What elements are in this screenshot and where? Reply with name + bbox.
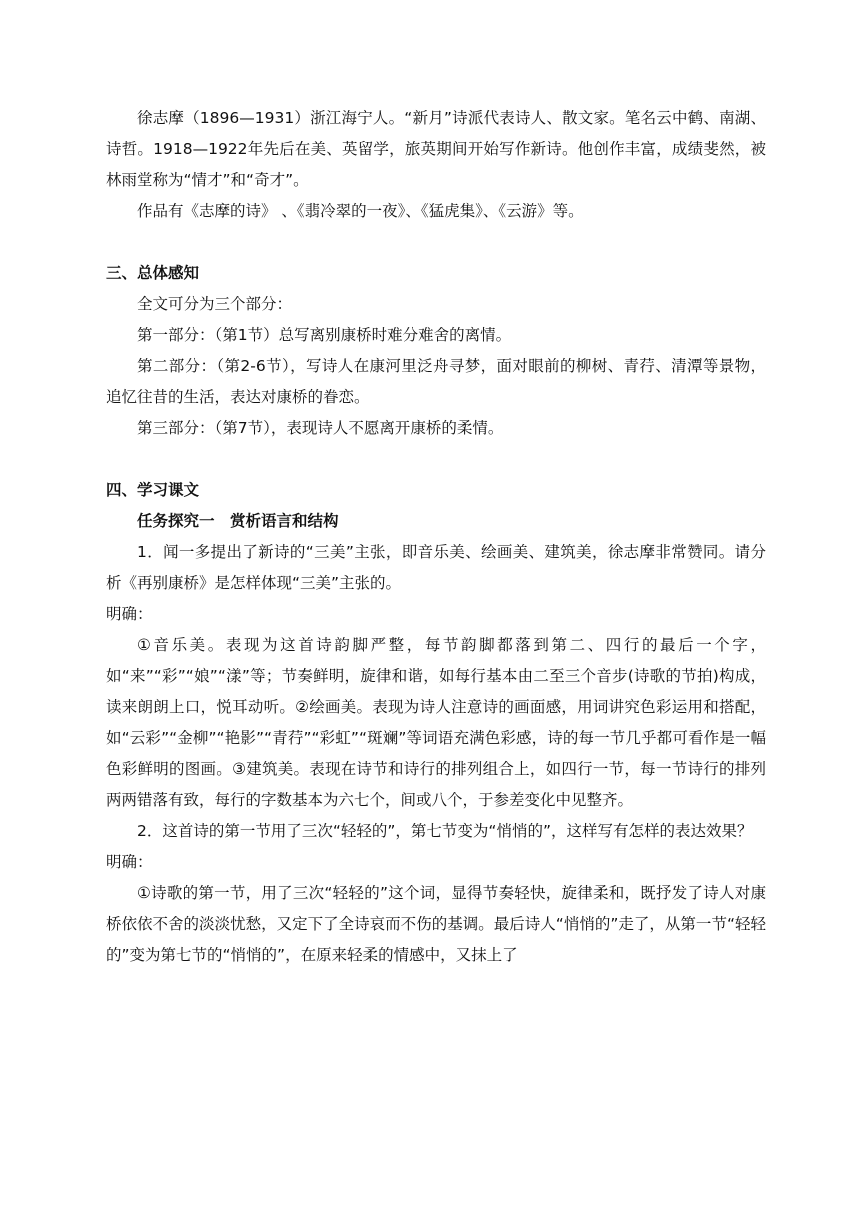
author-bio-paragraph: 徐志摩（1896—1931）浙江海宁人。“新月”诗派代表诗人、散文家。笔名云中鹤、南湖、诗哲。1918—1922年先后在美、英留学，旅英期间开始写作新诗。他创作丰富，成绩斐然，被林雨堂称为“情才”和“奇才”。 [106,109,766,189]
overview-part-3: 第三部分：（第7节），表现诗人不愿离开康桥的柔情。 [137,419,504,437]
answer-1: ①音乐美。表现为这首诗韵脚严整，每节韵脚都落到第二、四行的最后一个字，如“来”“彩”“娘”“漾”等；节奏鲜明，旋律和谐，如每行基本由二至三个音步(诗歌的节拍)构成，读来朗朗上口，悦耳动听。②绘画美。表现为诗人注意诗的画面感，用词讲究色彩运用和搭配，如“云彩”“金柳”“艳影”“青荇”“彩虹”“斑斓”等词语充满色彩感，诗的每一节几乎都可看作是一幅色彩鲜明的图画。③建筑美。表现在诗节和诗行的排列组合上，如四行一节，每一节诗行的排列两两错落有致，每行的字数基本为六七个，间或八个，于参差变化中见整齐。 [106,636,766,809]
overview-part-1: 第一部分：（第1节）总写离别康桥时难分难舍的离情。 [137,326,512,344]
overview-part-2: 第二部分：（第2-6节），写诗人在康河里泛舟寻梦，面对眼前的柳树、青荇、清潭等景物，追忆往昔的生活，表达对康桥的眷恋。 [106,357,766,406]
works-paragraph: 作品有《志摩的诗》 、《翡冷翠的一夜》、《猛虎集》、《云游》等。 [137,202,584,220]
document-body [106,103,766,971]
section-heading-study: 四、学习课文 [106,481,200,499]
question-2: 2．这首诗的第一节用了三次“轻轻的”，第七节变为“悄悄的”，这样写有怎样的表达效果？ [137,822,753,840]
spacer [106,444,766,475]
answer-label-2: 明确： [106,853,153,871]
spacer [106,227,766,258]
overview-intro: 全文可分为三个部分： [137,295,293,313]
section-heading-overall: 三、总体感知 [106,264,200,282]
answer-label-1: 明确： [106,605,153,623]
task-title: 任务探究一 赏析语言和结构 [137,512,339,530]
answer-2: ①诗歌的第一节，用了三次“轻轻的”这个词，显得节奏轻快，旋律柔和，既抒发了诗人对康桥依依不舍的淡淡忧愁，又定下了全诗哀而不伤的基调。最后诗人“悄悄的”走了，从第一节“轻轻的”变为第七节的“悄悄的”，在原来轻柔的情感中，又抹上了 [106,884,766,964]
question-1: 1．闻一多提出了新诗的“三美”主张，即音乐美、绘画美、建筑美，徐志摩非常赞同。请分析《再别康桥》是怎样体现“三美”主张的。 [106,543,766,592]
